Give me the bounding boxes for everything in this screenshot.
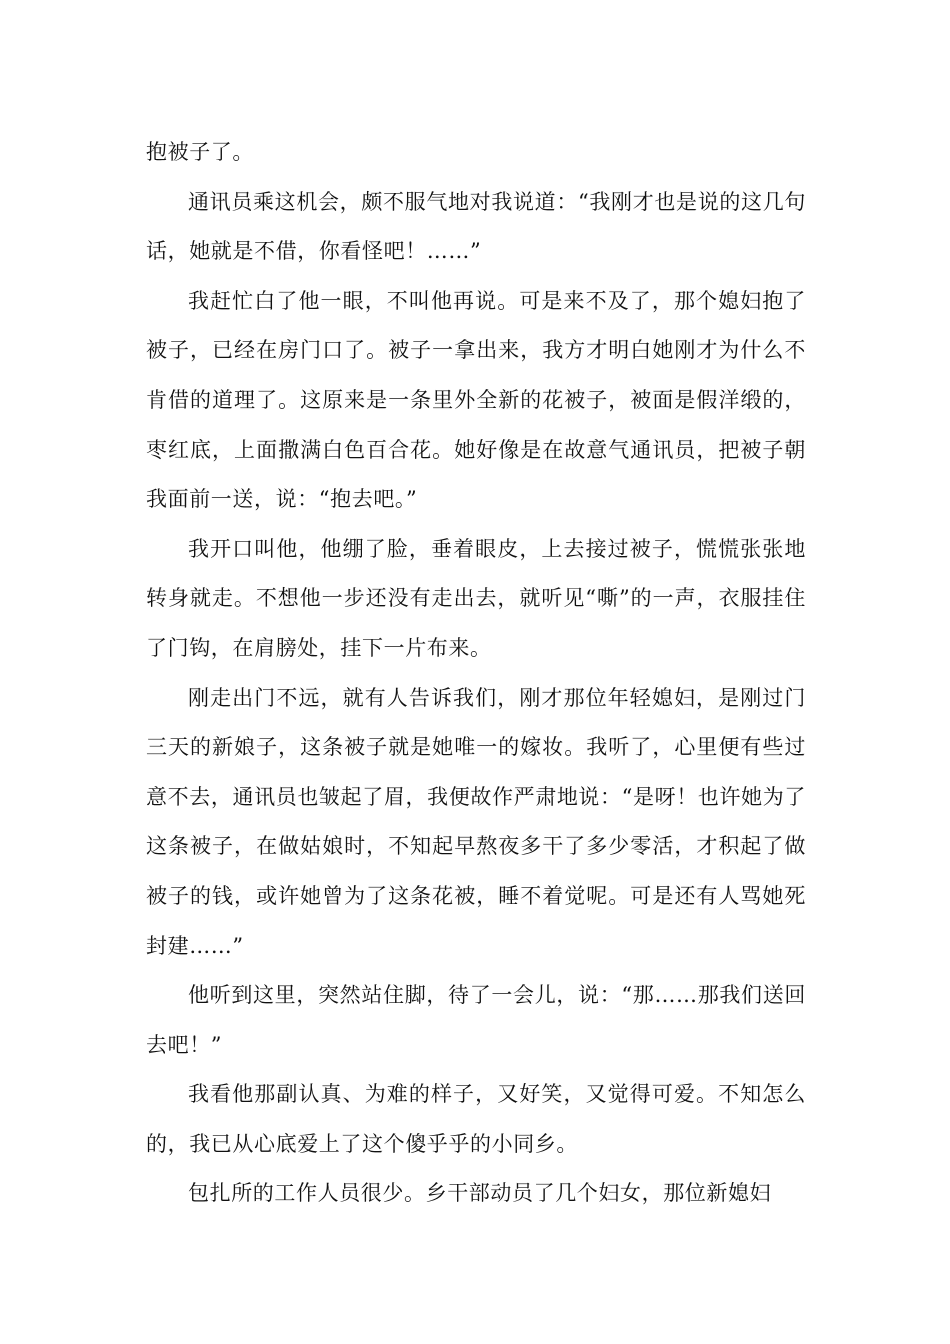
paragraph-4: 我开口叫他，他绷了脸，垂着眼皮，上去接过被子，慌慌张张地转身就走。不想他一步还没有走出去，就听见“嘶”的一声，衣服挂住了门钩，在肩膀处，挂下一片布来。 <box>146 536 806 660</box>
paragraph-5: 刚走出门不远，就有人告诉我们，刚才那位年轻媳妇，是刚过门三天的新娘子，这条被子就是她唯一的嫁妆。我听了，心里便有些过意不去，通讯员也皱起了眉，我便故作严肃地说：“是呀！也许她为了这条被子，在做姑娘时，不知起早熬夜多干了多少零活，才积起了做被子的钱，或许她曾为了这条花被，睡不着觉呢。可是还有人骂她死封建……” <box>146 685 806 958</box>
paragraph-6: 他听到这里，突然站住脚，待了一会儿，说：“那……那我们送回去吧！” <box>146 983 806 1057</box>
paragraph-7: 我看他那副认真、为难的样子，又好笑，又觉得可爱。不知怎么的，我已从心底爱上了这个傻乎乎的小同乡。 <box>146 1082 806 1156</box>
body-text <box>146 128 806 1219</box>
paragraph-3: 我赶忙白了他一眼，不叫他再说。可是来不及了，那个媳妇抱了被子，已经在房门口了。被子一拿出来，我方才明白她刚才为什么不肯借的道理了。这原来是一条里外全新的花被子，被面是假洋缎的，枣红底，上面撒满白色百合花。她好像是在故意气通讯员，把被子朝我面前一送，说：“抱去吧。” <box>146 288 806 512</box>
paragraph-8: 包扎所的工作人员很少。乡干部动员了几个妇女，那位新媳妇 <box>188 1181 772 1206</box>
paragraph-1: 抱被子了。 <box>146 140 254 164</box>
paragraph-2: 通讯员乘这机会，颇不服气地对我说道：“我刚才也是说的这几句话，她就是不借，你看怪吧！……” <box>146 189 806 264</box>
